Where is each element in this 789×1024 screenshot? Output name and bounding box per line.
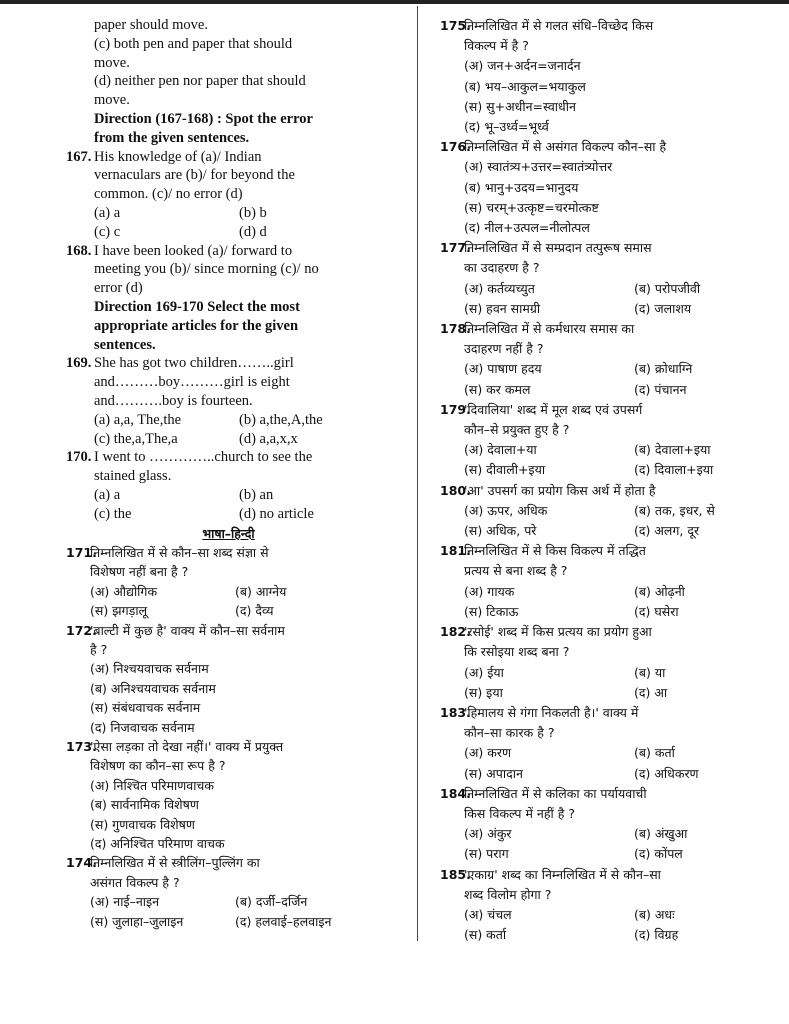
option-row: (अ) औद्योगिक (ब) आग्नेय (90, 583, 287, 599)
question-179: 179. 'दिवालिया' शब्द में मूल शब्द एवं उपसर्ग कौन–से प्रयुक्त हुए है ? (440, 401, 643, 438)
option-row: (स) झगड़ालू (द) दैव्य (90, 603, 274, 619)
question-172: 172. 'बाल्टी में कुछ है' वाक्य में कौन–सा सर्वनाम है ? (66, 622, 285, 657)
question-180: 180. 'आ' उपसर्ग का प्रयोग किस अर्थ में होता है (440, 481, 760, 501)
question-177: 177. निम्नलिखित में से सम्प्रदान तत्पुरूष समास का उदाहरण है ? (440, 240, 652, 276)
question-number: 169. (66, 355, 92, 372)
question-184: 184. निम्नलिखित में से कलिका का पर्यायवाची किस विकल्प में नहीं है ? (440, 785, 647, 821)
option: (अ) निश्चयवाचक सर्वनाम (90, 661, 209, 677)
option-row: (स) अधिक, परे (द) अलग, दूर (464, 523, 700, 539)
option: (द) अनिश्चित परिमाण वाचक (90, 836, 225, 852)
left-column (66, 16, 391, 931)
option-row: (अ) ईया (ब) या (464, 664, 666, 680)
option: (द) निजवाचक सर्वनाम (90, 719, 195, 735)
question-183: 183. 'हिमालय से गंगा निकलती है।' वाक्य में कौन–सा कारक है ? (440, 704, 639, 741)
option-row: (अ) ऊपर, अधिक (ब) तक, इधर, से (464, 502, 715, 518)
option-row: (अ) देवाला+या (ब) देवाला+इया (464, 442, 711, 458)
question-number: 184. (440, 785, 471, 801)
question-number: 170. (66, 449, 92, 466)
right-column (440, 16, 760, 945)
option-row: (स) पराग (द) कोंपल (464, 846, 683, 862)
option-row: (c) c (d) d (94, 223, 267, 240)
question-number: 175. (440, 18, 471, 33)
option-row: (अ) अंकुर (ब) अंखुआ (464, 826, 688, 842)
option: (द) भू–उर्ध्व=भूर्ध्व (464, 119, 549, 135)
option-row: (स) टिकाऊ (द) घसेरा (464, 603, 679, 619)
question-169: 169. She has got two children……..girl and………boy………girl is eight and……….boy is fourteen. (66, 355, 294, 409)
question-number: 177. (440, 240, 471, 256)
option-row: (स) हवन सामग्री (द) जलाशय (464, 300, 692, 316)
question-176: 176. निम्नलिखित में से असंगत विकल्प कौन–सा है (440, 137, 760, 157)
option: (ब) भानु+उदय=भानुदय (464, 179, 579, 195)
option: (स) सु+अधीन=स्वाधीन (464, 98, 576, 114)
question-number: 168. (66, 242, 92, 259)
direction-167-168: Direction (167-168) : Spot the error from the given sentences. (94, 110, 313, 146)
question-number: 183. (440, 704, 471, 720)
carryover-text: paper should move. (c) both pen and paper that should move. (d) neither pen nor paper that should move. (94, 17, 306, 109)
question-185: 185. 'एकाग्र' शब्द का निम्नलिखित में से कौन–सा शब्द विलोम होगा ? (440, 866, 661, 902)
question-171: 171. निम्नलिखित में से कौन–सा शब्द संज्ञा से विशेषण नहीं बना है ? (66, 544, 269, 580)
option-row: (c) the,a,The,a (d) a,a,x,x (94, 430, 298, 447)
option-row: (अ) चंचल (ब) अधः (464, 906, 675, 922)
option-row: (अ) गायक (ब) ओढ़नी (464, 583, 685, 599)
option: (द) नील+उत्पल=नीलोत्पल (464, 220, 590, 236)
option: (ब) भय–आकुल=भयाकुल (464, 78, 586, 94)
option: (ब) सार्वनामिक विशेषण (90, 797, 199, 813)
question-number: 172. (66, 622, 97, 638)
question-182: 182. 'रसोई' शब्द में किस प्रत्यय का प्रयोग हुआ कि रसोइया शब्द बना ? (440, 624, 652, 660)
question-number: 181. (440, 543, 471, 559)
option-row: (स) अपादान (द) अधिकरण (464, 765, 699, 781)
question-number: 178. (440, 321, 471, 337)
option-row: (स) इया (द) आ (464, 684, 668, 700)
question-number: 179. (440, 401, 471, 417)
question-number: 180. (440, 482, 471, 498)
option-row: (अ) करण (ब) कर्ता (464, 745, 675, 761)
question-number: 174. (66, 855, 97, 871)
option-row: (स) जुलाहा–जुलाइन (द) हलवाई–हलवाइन (90, 913, 332, 929)
option-row: (a) a,a, The,the (b) a,the,A,the (94, 411, 323, 428)
top-rule (0, 0, 789, 4)
direction-169-170: Direction 169-170 Select the most appropriate articles for the given sentences. (94, 298, 300, 353)
option-row: (अ) नाई–नाइन (ब) दर्जी–दर्जिन (90, 894, 308, 910)
question-167: 167. His knowledge of (a)/ Indian vernaculars are (b)/ for beyond the common. (c)/ no error (d) (66, 148, 295, 203)
question-175: 175. निम्नलिखित में से गलत संधि–विच्छेद किस विकल्प में है ? (440, 18, 654, 54)
option-row: (स) कर्ता (द) विग्रह (464, 927, 679, 943)
option: (स) चरम्+उत्कृष्ट=चरमोत्कष्ट (464, 199, 599, 215)
question-number: 167. (66, 148, 92, 165)
question-170: 170. I went to …………..church to see the stained glass. (66, 449, 313, 485)
column-divider (417, 6, 418, 941)
option: (अ) स्वातंत्र्य+उत्तर=स्वातंत्र्योत्तर (464, 159, 613, 175)
question-number: 173. (66, 738, 97, 754)
option-row: (c) the (d) no article (94, 505, 314, 522)
question-168: 168. I have been looked (a)/ forward to meeting you (b)/ since morning (c)/ no error (d) (66, 242, 319, 297)
option-row: (स) दीवाली+इया (द) दिवाला+इया (464, 462, 714, 478)
option-row: (स) कर कमल (द) पंचानन (464, 381, 687, 397)
option: (स) गुणवाचक विशेषण (90, 816, 195, 832)
option-row: (a) a (b) b (94, 204, 267, 221)
question-number: 182. (440, 624, 471, 640)
option: (अ) जन+अर्दन=जनार्दन (464, 58, 581, 74)
option-row: (अ) कर्तव्यच्युत (ब) परोपजीवी (464, 280, 701, 296)
option: (अ) निश्चित परिमाणवाचक (90, 777, 214, 793)
option-row: (a) a (b) an (94, 486, 274, 503)
section-heading: भाषा–हिन्दी (202, 525, 255, 541)
question-174: 174. निम्नलिखित में से स्त्रीलिंग–पुल्लिंग का असंगत विकल्प है ? (66, 855, 260, 890)
question-181: 181. निम्नलिखित में से किस विकल्प में तद्धित प्रत्यय से बना शब्द है ? (440, 543, 646, 579)
option: (ब) अनिश्चयवाचक सर्वनाम (90, 680, 216, 696)
question-178: 178. निम्नलिखित में से कर्मधारय समास का उदाहरण नहीं है ? (440, 321, 635, 357)
question-173: 173. 'ऐसा लड़का तो देखा नहीं।' वाक्य में प्रयुक्त विशेषण का कौन–सा रूप है ? (66, 738, 284, 774)
option: (स) संबंधवाचक सर्वनाम (90, 700, 201, 716)
question-number: 176. (440, 139, 471, 155)
option-row: (अ) पाषाण हदय (ब) क्रोधाग्नि (464, 361, 693, 377)
question-number: 171. (66, 544, 97, 560)
question-number: 185. (440, 866, 471, 882)
